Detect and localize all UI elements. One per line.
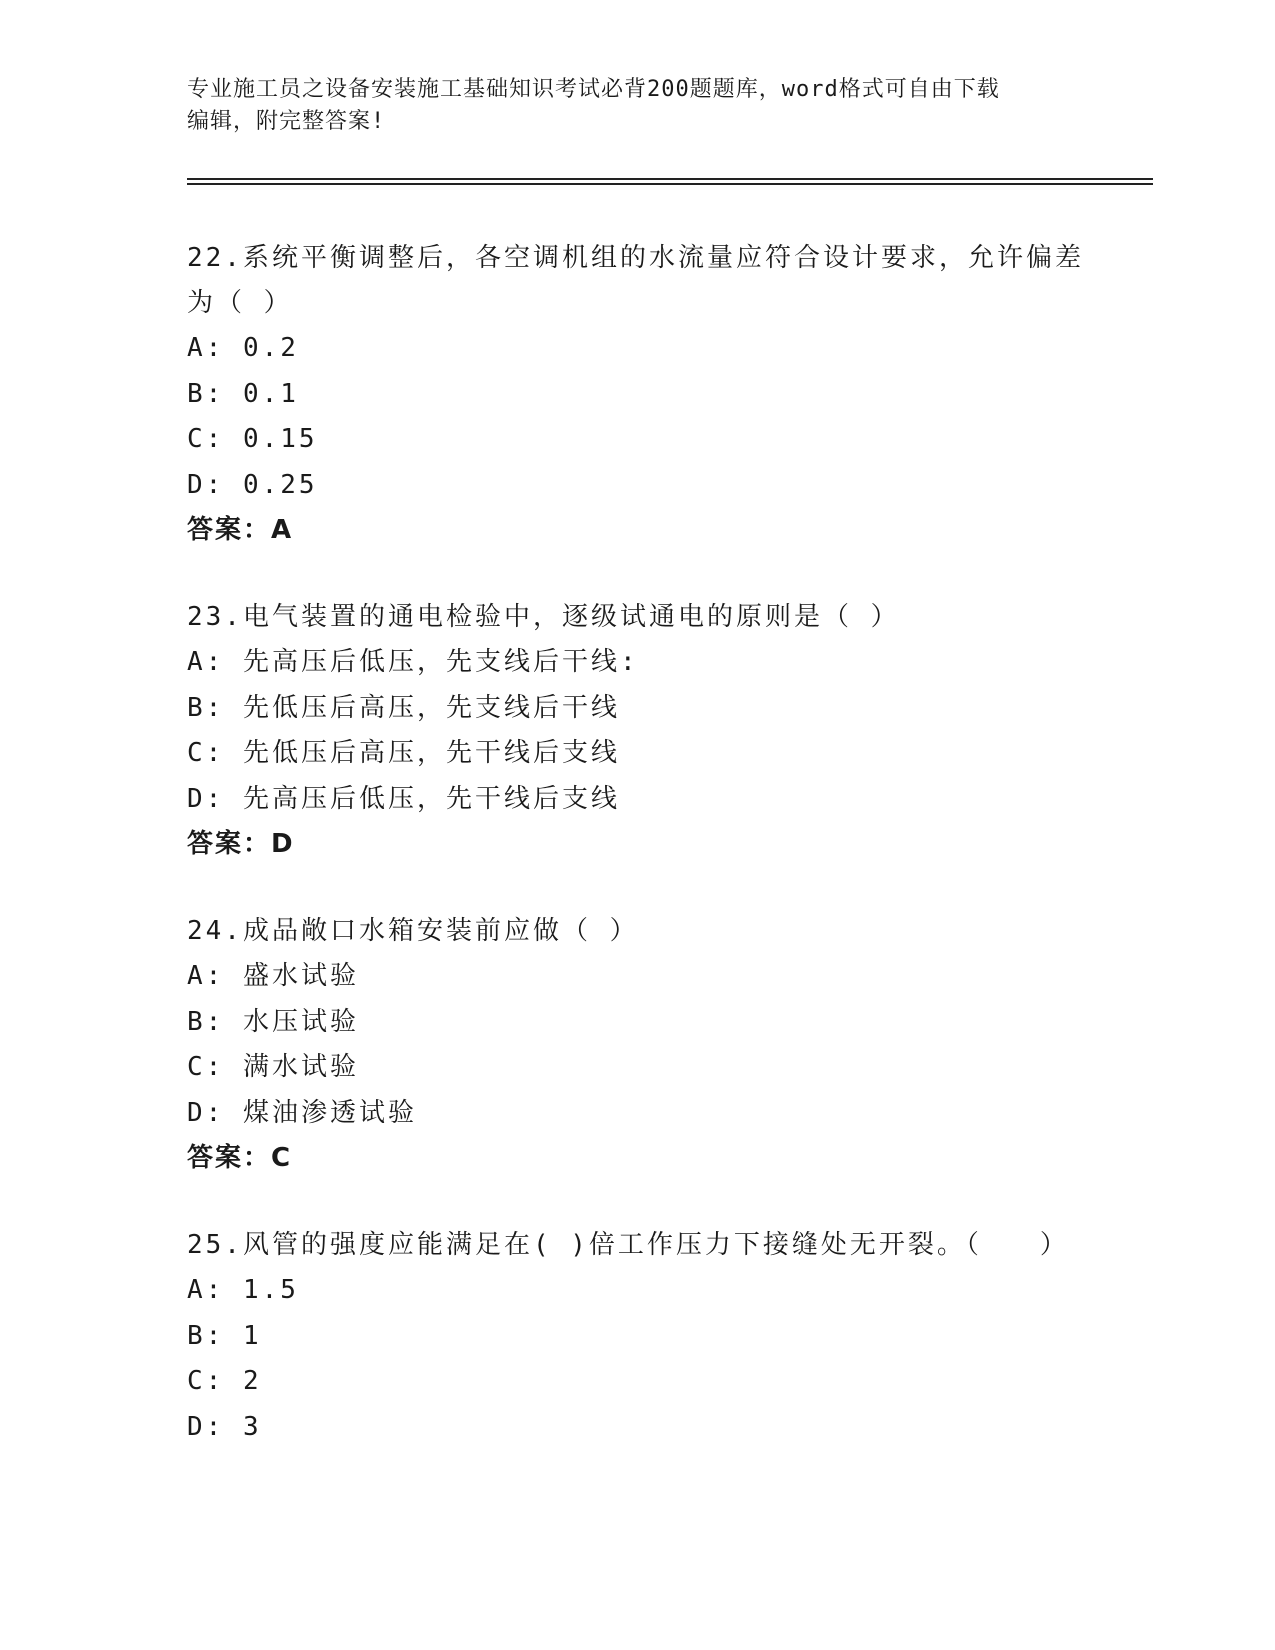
- option-a: A: 先高压后低压，先支线后干线:: [187, 647, 639, 677]
- option-c: C: 2: [187, 1366, 262, 1396]
- option-c: C: 0.15: [187, 424, 318, 454]
- question-stem: 24.成品敞口水箱安装前应做（ ）: [187, 916, 639, 946]
- header-line-2: 编辑，附完整答案!: [187, 109, 386, 134]
- answer-label: 答案：A: [187, 515, 294, 545]
- question-22: [187, 236, 1087, 553]
- question-24: [187, 909, 1087, 1181]
- question-stem: 25.风管的强度应能满足在( )倍工作压力下接缝处无开裂。（ ）: [187, 1230, 1069, 1260]
- question-stem: 23.电气装置的通电检验中，逐级试通电的原则是（ ）: [187, 602, 900, 632]
- question-25: [187, 1223, 1087, 1450]
- option-d: D: 先高压后低压，先干线后支线: [187, 783, 620, 814]
- option-d: D: 3: [187, 1411, 262, 1442]
- option-c: C: 先低压后高压，先干线后支线: [187, 738, 620, 768]
- option-b: B: 先低压后高压，先支线后干线: [187, 692, 620, 723]
- document-header: [187, 74, 1087, 138]
- question-23: [187, 595, 1087, 867]
- option-a: A: 1.5: [187, 1275, 299, 1305]
- answer-label: 答案：C: [187, 1143, 293, 1173]
- option-c: C: 满水试验: [187, 1052, 359, 1082]
- header-line-1: 专业施工员之设备安装施工基础知识考试必背200题题库，word格式可自由下载: [187, 77, 1000, 102]
- question-list: [187, 236, 1087, 1450]
- option-b: B: 1: [187, 1320, 262, 1351]
- question-stem-continued: 为（ ）: [187, 288, 293, 318]
- option-d: D: 0.25: [187, 469, 318, 500]
- header-divider-top: [187, 178, 1153, 180]
- option-b: B: 0.1: [187, 378, 299, 409]
- answer-label: 答案：D: [187, 829, 295, 859]
- option-d: D: 煤油渗透试验: [187, 1097, 417, 1128]
- option-a: A: 盛水试验: [187, 961, 359, 991]
- option-b: B: 水压试验: [187, 1006, 359, 1037]
- question-stem: 22.系统平衡调整后，各空调机组的水流量应符合设计要求，允许偏差: [187, 243, 1084, 273]
- option-a: A: 0.2: [187, 333, 299, 363]
- header-divider-bottom: [187, 183, 1153, 185]
